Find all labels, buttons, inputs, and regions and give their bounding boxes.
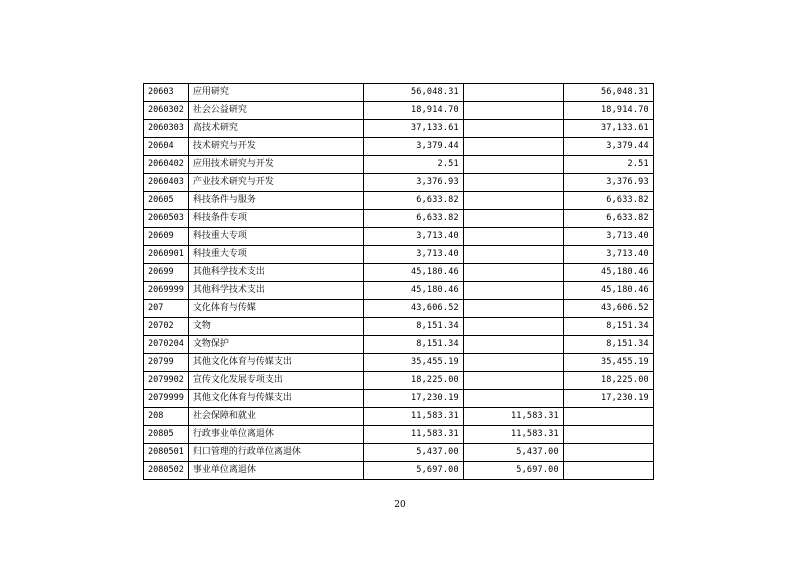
row-name-cell: 其他科学技术支出 (188, 282, 363, 300)
row-code-cell: 2070204 (144, 336, 189, 354)
row-name-cell: 高技术研究 (188, 120, 363, 138)
row-amount-cell: 18,225.00 (563, 372, 653, 390)
row-code-cell: 20604 (144, 138, 189, 156)
row-code-cell: 2060503 (144, 210, 189, 228)
row-amount-cell: 3,379.44 (563, 138, 653, 156)
table-row (144, 408, 654, 426)
table-row (144, 390, 654, 408)
row-amount-cell: 3,713.40 (563, 228, 653, 246)
row-amount-cell (563, 462, 653, 480)
row-amount-cell (463, 246, 563, 264)
row-amount-cell: 11,583.31 (463, 408, 563, 426)
row-amount-cell: 45,180.46 (563, 264, 653, 282)
row-name-cell: 科技条件与服务 (188, 192, 363, 210)
row-amount-cell: 35,455.19 (363, 354, 463, 372)
row-code-cell: 208 (144, 408, 189, 426)
row-name-cell: 科技重大专项 (188, 246, 363, 264)
row-amount-cell: 43,606.52 (563, 300, 653, 318)
row-name-cell: 技术研究与开发 (188, 138, 363, 156)
row-code-cell: 2080501 (144, 444, 189, 462)
row-amount-cell: 5,437.00 (363, 444, 463, 462)
table-row (144, 138, 654, 156)
row-amount-cell (563, 408, 653, 426)
row-code-cell: 2079999 (144, 390, 189, 408)
table-row (144, 102, 654, 120)
row-name-cell: 社会保障和就业 (188, 408, 363, 426)
row-amount-cell: 56,048.31 (563, 84, 653, 102)
row-amount-cell (463, 138, 563, 156)
row-amount-cell: 11,583.31 (463, 426, 563, 444)
row-code-cell: 20699 (144, 264, 189, 282)
table-row (144, 120, 654, 138)
row-amount-cell (463, 174, 563, 192)
table-row (144, 300, 654, 318)
row-amount-cell (463, 318, 563, 336)
row-amount-cell: 45,180.46 (363, 282, 463, 300)
table-row (144, 318, 654, 336)
row-code-cell: 20603 (144, 84, 189, 102)
table-row (144, 210, 654, 228)
row-name-cell: 宣传文化发展专项支出 (188, 372, 363, 390)
table-row (144, 264, 654, 282)
row-amount-cell: 11,583.31 (363, 426, 463, 444)
table-row (144, 372, 654, 390)
row-amount-cell: 17,230.19 (563, 390, 653, 408)
row-amount-cell: 6,633.82 (563, 210, 653, 228)
row-amount-cell: 5,697.00 (463, 462, 563, 480)
row-amount-cell (463, 84, 563, 102)
row-name-cell: 其他文化体育与传媒支出 (188, 390, 363, 408)
row-code-cell: 20702 (144, 318, 189, 336)
row-amount-cell: 8,151.34 (563, 318, 653, 336)
row-amount-cell: 2.51 (563, 156, 653, 174)
row-amount-cell (463, 336, 563, 354)
row-amount-cell: 3,379.44 (363, 138, 463, 156)
table-row (144, 444, 654, 462)
row-name-cell: 社会公益研究 (188, 102, 363, 120)
row-code-cell: 2060303 (144, 120, 189, 138)
row-amount-cell: 5,697.00 (363, 462, 463, 480)
row-code-cell: 20799 (144, 354, 189, 372)
row-code-cell: 20605 (144, 192, 189, 210)
row-amount-cell: 56,048.31 (363, 84, 463, 102)
row-amount-cell (463, 390, 563, 408)
row-amount-cell: 3,713.40 (363, 228, 463, 246)
row-name-cell: 文物保护 (188, 336, 363, 354)
table-body (144, 84, 654, 480)
table-row (144, 426, 654, 444)
row-amount-cell: 3,713.40 (563, 246, 653, 264)
row-amount-cell: 45,180.46 (563, 282, 653, 300)
row-code-cell: 207 (144, 300, 189, 318)
row-amount-cell: 6,633.82 (363, 210, 463, 228)
row-name-cell: 归口管理的行政单位离退休 (188, 444, 363, 462)
row-code-cell: 20609 (144, 228, 189, 246)
row-amount-cell: 18,225.00 (363, 372, 463, 390)
row-amount-cell (463, 372, 563, 390)
row-amount-cell (463, 300, 563, 318)
row-amount-cell: 3,376.93 (363, 174, 463, 192)
table-row (144, 84, 654, 102)
row-amount-cell: 6,633.82 (563, 192, 653, 210)
row-amount-cell (463, 120, 563, 138)
row-amount-cell: 6,633.82 (363, 192, 463, 210)
row-amount-cell: 5,437.00 (463, 444, 563, 462)
row-name-cell: 科技条件专项 (188, 210, 363, 228)
row-amount-cell (463, 354, 563, 372)
row-amount-cell (463, 264, 563, 282)
row-code-cell: 2060403 (144, 174, 189, 192)
row-amount-cell (463, 282, 563, 300)
table-row (144, 192, 654, 210)
row-amount-cell (463, 192, 563, 210)
row-amount-cell: 2.51 (363, 156, 463, 174)
row-code-cell: 2069999 (144, 282, 189, 300)
row-amount-cell: 3,713.40 (363, 246, 463, 264)
table-row (144, 462, 654, 480)
row-amount-cell: 45,180.46 (363, 264, 463, 282)
row-code-cell: 2079902 (144, 372, 189, 390)
row-code-cell: 2060901 (144, 246, 189, 264)
row-name-cell: 科技重大专项 (188, 228, 363, 246)
row-name-cell: 其他科学技术支出 (188, 264, 363, 282)
row-amount-cell (463, 156, 563, 174)
row-amount-cell: 18,914.70 (563, 102, 653, 120)
page-number: 20 (394, 500, 406, 510)
row-amount-cell: 43,606.52 (363, 300, 463, 318)
row-name-cell: 文物 (188, 318, 363, 336)
row-amount-cell (463, 228, 563, 246)
table-row (144, 336, 654, 354)
row-amount-cell: 35,455.19 (563, 354, 653, 372)
row-amount-cell (563, 426, 653, 444)
table-row (144, 282, 654, 300)
budget-table (143, 83, 654, 480)
row-name-cell: 应用技术研究与开发 (188, 156, 363, 174)
row-name-cell: 行政事业单位离退休 (188, 426, 363, 444)
row-code-cell: 2080502 (144, 462, 189, 480)
row-code-cell: 2060402 (144, 156, 189, 174)
row-amount-cell: 8,151.34 (363, 336, 463, 354)
row-amount-cell: 37,133.61 (363, 120, 463, 138)
row-name-cell: 应用研究 (188, 84, 363, 102)
row-amount-cell (463, 210, 563, 228)
table-row (144, 354, 654, 372)
row-code-cell: 20805 (144, 426, 189, 444)
table-row (144, 174, 654, 192)
row-amount-cell: 3,376.93 (563, 174, 653, 192)
row-name-cell: 文化体育与传媒 (188, 300, 363, 318)
row-amount-cell (463, 102, 563, 120)
table-row (144, 156, 654, 174)
row-amount-cell: 8,151.34 (363, 318, 463, 336)
row-name-cell: 产业技术研究与开发 (188, 174, 363, 192)
table-row (144, 246, 654, 264)
row-amount-cell: 11,583.31 (363, 408, 463, 426)
row-amount-cell (563, 444, 653, 462)
row-name-cell: 事业单位离退休 (188, 462, 363, 480)
row-code-cell: 2060302 (144, 102, 189, 120)
row-amount-cell: 17,230.19 (363, 390, 463, 408)
row-amount-cell: 37,133.61 (563, 120, 653, 138)
row-amount-cell: 18,914.70 (363, 102, 463, 120)
row-name-cell: 其他文化体育与传媒支出 (188, 354, 363, 372)
row-amount-cell: 8,151.34 (563, 336, 653, 354)
table-row (144, 228, 654, 246)
